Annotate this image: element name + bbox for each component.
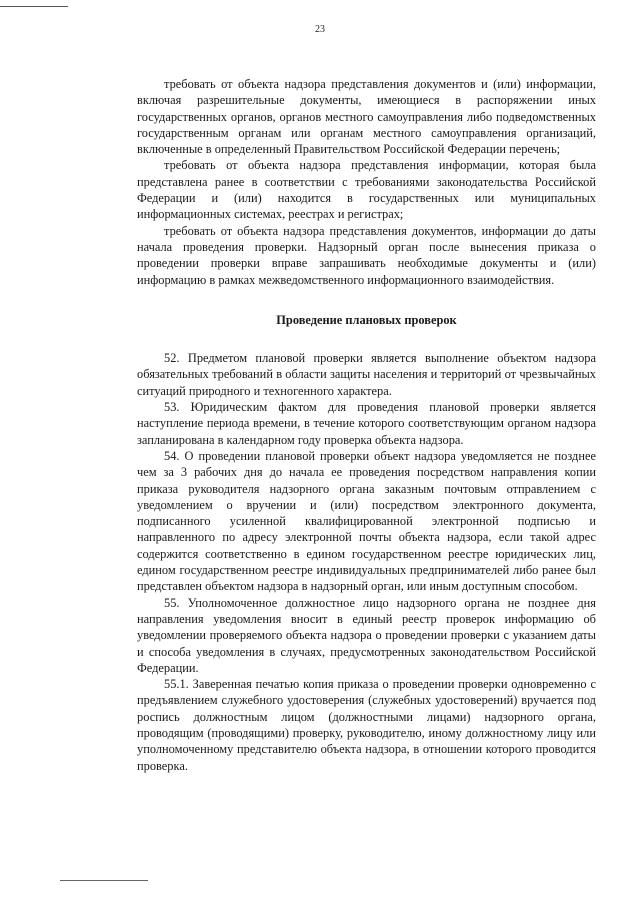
- section-heading: Проведение плановых проверок: [276, 312, 457, 327]
- scan-artifact-line-bottom: [60, 880, 148, 881]
- paragraph-restriction-2: требовать от объекта надзора представления информации, которая была представлена ранее в соответствии с требованиями законодательства Российской Федерации и (или) находится в государственных или муниципальных информационных системах, реестрах и регистрах;: [137, 158, 596, 222]
- scan-artifact-line-top: [0, 6, 68, 7]
- paragraph-55: 55. Уполномоченное должностное лицо надзорного органа не позднее дня направления уведомления вносит в единый реестр проверок информацию об уведомлении проверяемого объекта надзора о проведении проверки с указанием даты и способа уведомления в случаях, предусмотренных законодательством Российской Федерации.: [137, 595, 596, 675]
- page-body: [137, 76, 596, 774]
- paragraph-55-1: 55.1. Заверенная печатью копия приказа о проведении проверки одновременно с предъявлением служебного удостоверения (служебных удостоверений) вручается под роспись должностным лицом (должностными лицами) надзорного органа, проводящим (проводящими) проверку, руководителю, иному должностному лицу или уполномоченному представителю объекта надзора, в отношении которого проводится проверка.: [137, 677, 596, 773]
- paragraph-52: 52. Предметом плановой проверки является выполнение объектом надзора обязательных требований в области защиты населения и территорий от чрезвычайных ситуаций природного и техногенного характера.: [137, 351, 596, 398]
- paragraph-53: 53. Юридическим фактом для проведения плановой проверки является наступление периода времени, в течение которого соответствующим органом надзора запланирована в календарном году проверка объекта надзора.: [137, 400, 596, 447]
- paragraph-restriction-1: требовать от объекта надзора представления документов и (или) информации, включая разрешительные документы, имеющиеся в распоряжении иных государственных органов, органов местного самоуправления либо подведомственных государственным органам или органам местного самоуправления организаций, включенные в определенный Правительством Российской Федерации перечень;: [137, 77, 596, 157]
- paragraph-restriction-3: требовать от объекта надзора представления документов, информации до даты начала проведения проверки. Надзорный орган после вынесения приказа о проведении проверки вправе запрашивать необходимые документы и (или) информацию в рамках межведомственного информационного взаимодействия.: [137, 223, 596, 287]
- page-number: 23: [315, 24, 325, 35]
- paragraph-54: 54. О проведении плановой проверки объект надзора уведомляется не позднее чем за 3 рабочих дня до начала ее проведения посредством направления копии приказа руководителя надзорного органа заказным почтовым отправлением с уведомлением о вручении и (или) посредством электронного документа, подписанного усиленной квалифицированной электронной подписью и направленного по адресу электронной почты объекта надзора, если такой адрес содержится соответственно в едином государственном реестре юридических лиц, едином государственном реестре индивидуальных предпринимателей либо ранее был представлен объектом надзора в надзорный орган, или иным доступным способом.: [137, 448, 596, 594]
